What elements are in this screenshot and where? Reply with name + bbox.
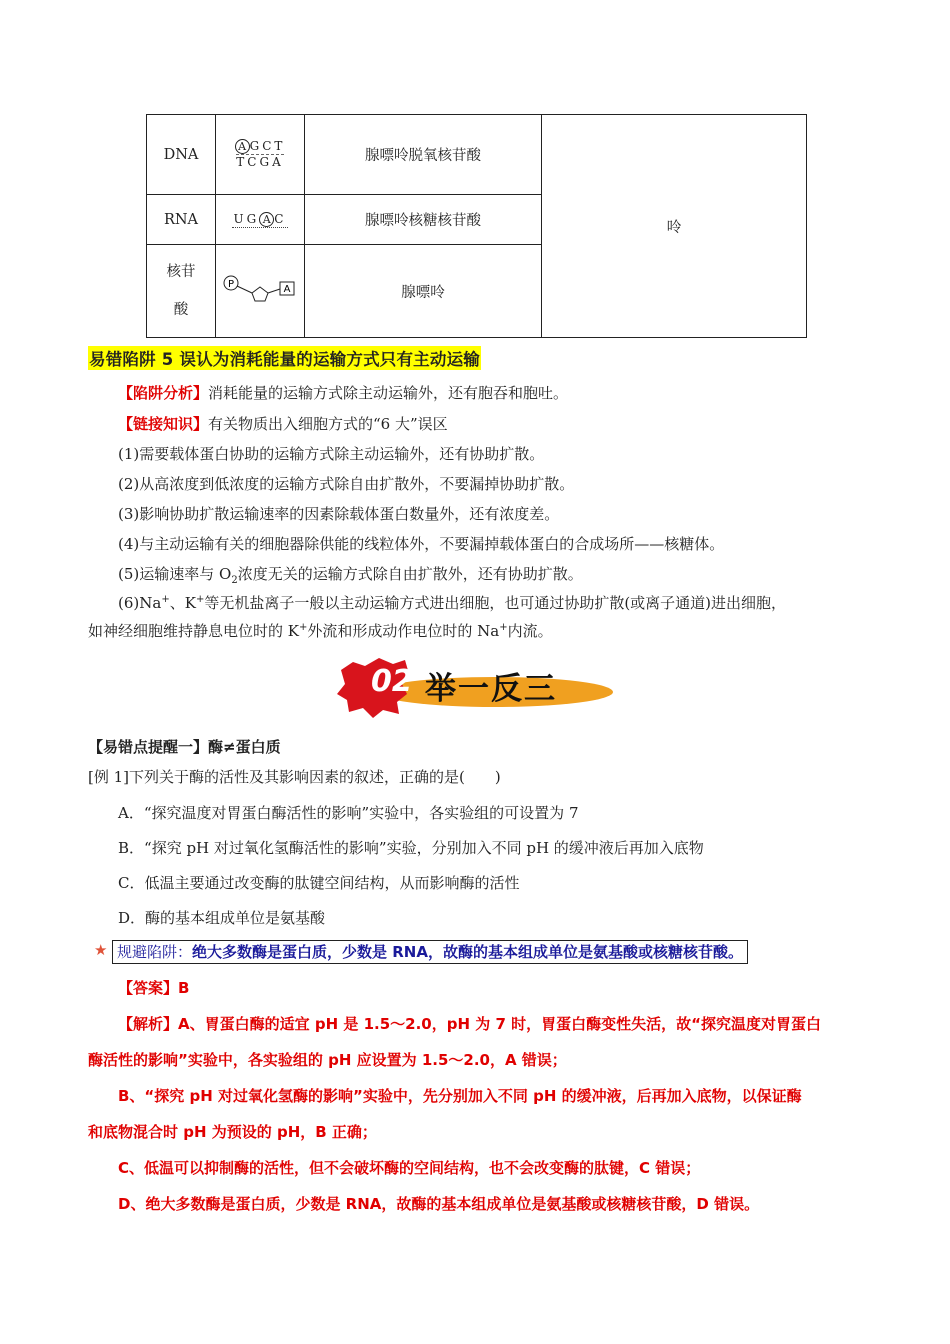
list-item: (1)需要载体蛋白协助的运输方式除主动运输外，还有协助扩散。 [118,445,545,463]
rna-sequence-figure: UG A C [216,195,305,245]
row-name: RNA [147,195,216,245]
reminder-heading: 【易错点提醒一】酶≠蛋白质 [88,738,281,756]
option-d: D．酶的基本组成单位是氨基酸 [118,909,326,927]
trap5-analysis: 【陷阱分析】消耗能量的运输方式除主动运输外，还有胞吞和胞吐。 [118,384,569,402]
analysis-line: 酶活性的影响”实验中，各实验组的 pH 应设置为 1.5～2.0，A 错误； [88,1051,567,1069]
nucleotide-diagram-icon [222,272,298,306]
merged-cell: 呤 [542,115,807,338]
row-meaning: 腺嘌呤脱氧核苷酸 [305,115,542,195]
answer-line: 【答案】B [118,979,190,997]
list-item: (3)影响协助扩散运输速率的因素除载体蛋白数量外，还有浓度差。 [118,505,560,523]
list-item: (6)Na+、K+等无机盐离子一般以主动运输方式进出细胞，也可通过协助扩散(或离子通道)进出细胞， [118,594,787,612]
list-item: (5)运输速率与 $O_2$浓度无关的运输方式除自由扩散外，还有协助扩散。 [118,565,583,586]
analysis-line: 和底物混合时 pH 为预设的 pH，B 正确； [88,1123,377,1141]
list-item: (4)与主动运输有关的细胞器除供能的线粒体外，不要漏掉载体蛋白的合成场所——核糖体。 [118,535,725,553]
dna-sequence-figure: A GCT TCGA [216,115,305,195]
row-meaning: 腺嘌呤核糖核苷酸 [305,195,542,245]
analysis-line: B、“探究 pH 对过氧化氢酶的影响”实验中，先分别加入不同 pH 的缓冲液，后再加入底物，以保证酶 [118,1087,802,1105]
section-banner [335,656,615,718]
analysis-line: D、绝大多数酶是蛋白质，少数是 RNA，故酶的基本组成单位是氨基酸或核糖核苷酸，D 错误。 [118,1195,760,1213]
trap5-heading: 易错陷阱 5 误认为消耗能量的运输方式只有主动运输 [88,346,481,370]
row-name: 核苷 酸 [147,245,216,338]
nucleotide-figure [216,245,305,338]
list-item: (2)从高浓度到低浓度的运输方式除自由扩散外，不要漏掉协助扩散。 [118,475,575,493]
example-stem: [例 1]下列关于酶的活性及其影响因素的叙述，正确的是( ) [88,768,501,786]
nucleotide-table [146,114,807,338]
svg-text:A: A [283,284,291,295]
star-icon: ★ [94,941,108,959]
banner-title: 举一反三 [425,671,557,707]
analysis-line: 【解析】A、胃蛋白酶的适宜 pH 是 1.5～2.0，pH 为 7 时，胃蛋白酶变性失活，故“探究温度对胃蛋白 [118,1015,821,1033]
list-item-continued: 如神经细胞维持静息电位时的 K+外流和形成动作电位时的 Na+内流。 [88,622,553,640]
analysis-line: C、低温可以抑制酶的活性，但不会破坏酶的空间结构，也不会改变酶的肽键，C 错误； [118,1159,701,1177]
option-b: B．“探究 pH 对过氧化氢酶活性的影响”实验，分别加入不同 pH 的缓冲液后再加入底物 [118,839,704,857]
avoid-trap-box: 规避陷阱：绝大多数酶是蛋白质，少数是 RNA，故酶的基本组成单位是氨基酸或核糖核苷酸。 [112,940,748,964]
svg-text:P: P [227,279,235,290]
table-row [147,115,807,195]
banner-number: 02 [371,664,413,699]
row-name: DNA [147,115,216,195]
option-c: C．低温主要通过改变酶的肽键空间结构，从而影响酶的活性 [118,874,520,892]
trap5-link: 【链接知识】有关物质出入细胞方式的“6 大”误区 [118,415,448,433]
row-meaning: 腺嘌呤 [305,245,542,338]
option-a: A．“探究温度对胃蛋白酶活性的影响”实验中，各实验组的可设置为 7 [118,804,579,822]
